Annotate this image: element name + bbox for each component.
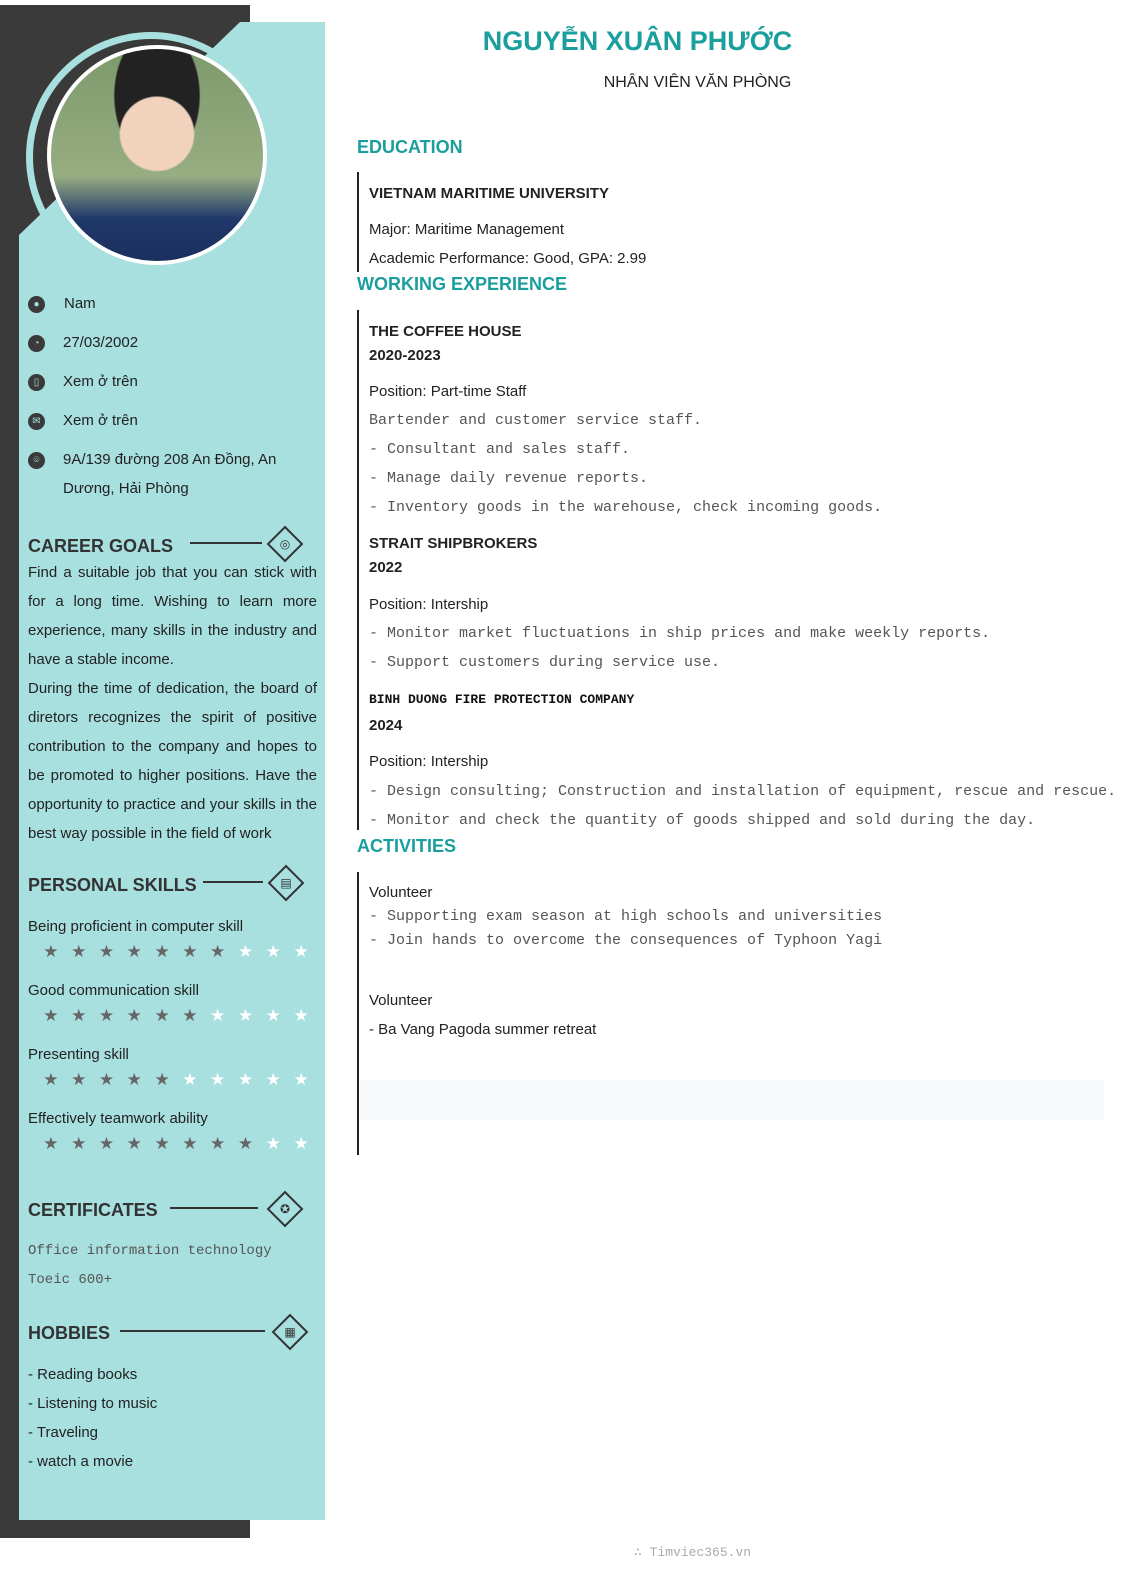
star-filled-icon: ★ xyxy=(182,942,198,961)
star-empty-icon: ★ xyxy=(237,1006,254,1025)
star-filled-icon: ★ xyxy=(210,1134,226,1153)
hobby-item: - watch a movie xyxy=(28,1453,134,1470)
timeline-line xyxy=(357,310,359,830)
star-filled-icon: ★ xyxy=(210,942,226,961)
star-empty-icon: ★ xyxy=(210,1070,226,1089)
watermark: ∴ Timviec365.vn xyxy=(634,1545,752,1560)
phone-icon: ▯ xyxy=(28,374,45,391)
school-name: VIETNAM MARITIME UNIVERSITY xyxy=(369,185,610,202)
skill-rating xyxy=(37,1070,315,1090)
empty-block xyxy=(360,1080,1104,1120)
job-detail: - Monitor and check the quantity of goods shipped and sold during the day. xyxy=(369,812,1036,829)
star-filled-icon: ★ xyxy=(182,1134,198,1153)
star-filled-icon: ★ xyxy=(98,1134,115,1153)
star-filled-icon: ★ xyxy=(43,942,59,961)
info-address xyxy=(28,451,293,503)
star-filled-icon: ★ xyxy=(154,1134,170,1153)
company-name: BINH DUONG FIRE PROTECTION COMPANY xyxy=(369,692,635,707)
star-filled-icon: ★ xyxy=(237,1134,254,1153)
activity-detail: - Join hands to overcome the consequences of Typhoon Yagi xyxy=(369,932,883,949)
star-filled-icon: ★ xyxy=(126,1006,142,1025)
info-text: Xem ở trên xyxy=(63,373,138,390)
job-detail: Bartender and customer service staff. xyxy=(369,412,703,429)
star-filled-icon: ★ xyxy=(98,1070,115,1089)
star-empty-icon: ★ xyxy=(237,942,254,961)
skill-rating xyxy=(37,1134,315,1154)
star-empty-icon: ★ xyxy=(265,1070,281,1089)
star-empty-icon: ★ xyxy=(265,942,281,961)
hobbies-heading: HOBBIES xyxy=(28,1323,111,1343)
company-name: STRAIT SHIPBROKERS xyxy=(369,535,538,552)
star-filled-icon: ★ xyxy=(98,942,115,961)
job-position: Position: Intership xyxy=(369,596,489,613)
star-empty-icon: ★ xyxy=(265,1134,281,1153)
star-filled-icon: ★ xyxy=(126,1134,142,1153)
clock-icon: ◔ xyxy=(28,335,45,352)
certificates-heading: CERTIFICATES xyxy=(28,1200,158,1220)
major: Major: Maritime Management xyxy=(369,221,565,238)
star-empty-icon: ★ xyxy=(210,1006,226,1025)
skill-label: Effectively teamwork ability xyxy=(28,1110,208,1127)
star-filled-icon: ★ xyxy=(126,1070,142,1089)
skill-rating xyxy=(37,942,315,962)
divider xyxy=(190,542,262,544)
experience-heading: WORKING EXPERIENCE xyxy=(357,274,568,294)
divider xyxy=(170,1207,258,1209)
star-filled-icon: ★ xyxy=(43,1006,59,1025)
job-detail: - Design consulting; Construction and installation of equipment, rescue and rescue. xyxy=(369,783,1117,800)
hobby-item: - Traveling xyxy=(28,1424,99,1441)
hobby-item: - Reading books xyxy=(28,1366,138,1383)
clipboard-icon: ▤ xyxy=(268,865,305,902)
skill-label: Presenting skill xyxy=(28,1046,129,1063)
star-empty-icon: ★ xyxy=(293,1134,309,1153)
info-birthdate xyxy=(28,334,293,357)
avatar-photo xyxy=(47,45,267,265)
star-filled-icon: ★ xyxy=(43,1070,59,1089)
info-phone xyxy=(28,373,293,396)
activity-detail: - Ba Vang Pagoda summer retreat xyxy=(369,1021,597,1038)
star-empty-icon: ★ xyxy=(293,1070,309,1089)
hobbies-icon: ▦ xyxy=(272,1314,309,1351)
star-filled-icon: ★ xyxy=(154,1070,170,1089)
job-position: Position: Part-time Staff xyxy=(369,383,527,400)
info-email xyxy=(28,412,293,435)
certificate-item: Toeic 600+ xyxy=(28,1272,113,1288)
activity-role: Volunteer xyxy=(369,884,433,901)
star-filled-icon: ★ xyxy=(182,1006,198,1025)
candidate-name: NGUYỄN XUÂN PHƯỚC xyxy=(482,26,793,56)
timeline-line xyxy=(357,872,359,1155)
activity-role: Volunteer xyxy=(369,992,433,1009)
star-empty-icon: ★ xyxy=(293,1006,309,1025)
job-detail: - Manage daily revenue reports. xyxy=(369,470,649,487)
job-position: Position: Intership xyxy=(369,753,489,770)
certificate-icon: ✪ xyxy=(267,1191,304,1228)
performance: Academic Performance: Good, GPA: 2.99 xyxy=(369,250,647,267)
star-filled-icon: ★ xyxy=(71,1134,87,1153)
star-empty-icon: ★ xyxy=(237,1070,254,1089)
company-name: THE COFFEE HOUSE xyxy=(369,323,522,340)
star-filled-icon: ★ xyxy=(43,1134,59,1153)
star-filled-icon: ★ xyxy=(154,942,170,961)
info-text: 27/03/2002 xyxy=(63,334,139,351)
divider xyxy=(120,1330,265,1332)
location-icon: ⌾ xyxy=(28,452,45,469)
activity-detail: - Supporting exam season at high schools and universities xyxy=(369,908,883,925)
career-goals-heading: CAREER GOALS xyxy=(28,536,174,556)
star-filled-icon: ★ xyxy=(71,1006,87,1025)
job-years: 2024 xyxy=(369,717,403,734)
star-empty-icon: ★ xyxy=(265,1006,281,1025)
email-icon: ✉ xyxy=(28,413,45,430)
job-detail: - Monitor market fluctuations in ship prices and make weekly reports. xyxy=(369,625,991,642)
timeline-line xyxy=(357,172,359,272)
user-icon: ● xyxy=(28,296,45,313)
star-filled-icon: ★ xyxy=(71,1070,87,1089)
star-filled-icon: ★ xyxy=(71,942,87,961)
skill-label: Good communication skill xyxy=(28,982,199,999)
skill-rating xyxy=(37,1006,315,1026)
education-heading: EDUCATION xyxy=(357,137,463,157)
job-years: 2022 xyxy=(369,559,403,576)
certificate-item: Office information technology xyxy=(28,1243,272,1259)
star-filled-icon: ★ xyxy=(154,1006,170,1025)
divider xyxy=(203,881,263,883)
job-detail: - Inventory goods in the warehouse, check incoming goods. xyxy=(369,499,883,516)
skill-label: Being proficient in computer skill xyxy=(28,918,244,935)
job-detail: - Consultant and sales staff. xyxy=(369,441,631,458)
hobby-item: - Listening to music xyxy=(28,1395,158,1412)
target-icon: ◎ xyxy=(267,526,304,563)
job-years: 2020-2023 xyxy=(369,347,441,364)
star-empty-icon: ★ xyxy=(293,942,309,961)
career-goals-text-1: Find a suitable job that you can stick with for a long time. Wishing to learn more experience, many skills in the industry and have a stable income. xyxy=(28,564,317,668)
star-filled-icon: ★ xyxy=(98,1006,115,1025)
star-filled-icon: ★ xyxy=(126,942,142,961)
job-detail: - Support customers during service use. xyxy=(369,654,721,671)
career-goals-text-2: During the time of dedication, the board of diretors recognizes the spirit of positive contribution to the company and hopes to be promoted to higher positions. Have the opportunity to practice and your skills in the best way possible in the field of work xyxy=(28,680,317,842)
star-empty-icon: ★ xyxy=(182,1070,198,1089)
job-title: NHÂN VIÊN VĂN PHÒNG xyxy=(603,74,792,91)
personal-skills-heading: PERSONAL SKILLS xyxy=(28,875,197,895)
info-text: 9A/139 đường 208 An Đồng, An Dương, Hải Phòng xyxy=(63,451,277,497)
activities-heading: ACTIVITIES xyxy=(357,836,457,856)
info-text: Nam xyxy=(64,295,96,312)
info-text: Xem ở trên xyxy=(63,412,138,429)
info-gender xyxy=(28,295,294,318)
